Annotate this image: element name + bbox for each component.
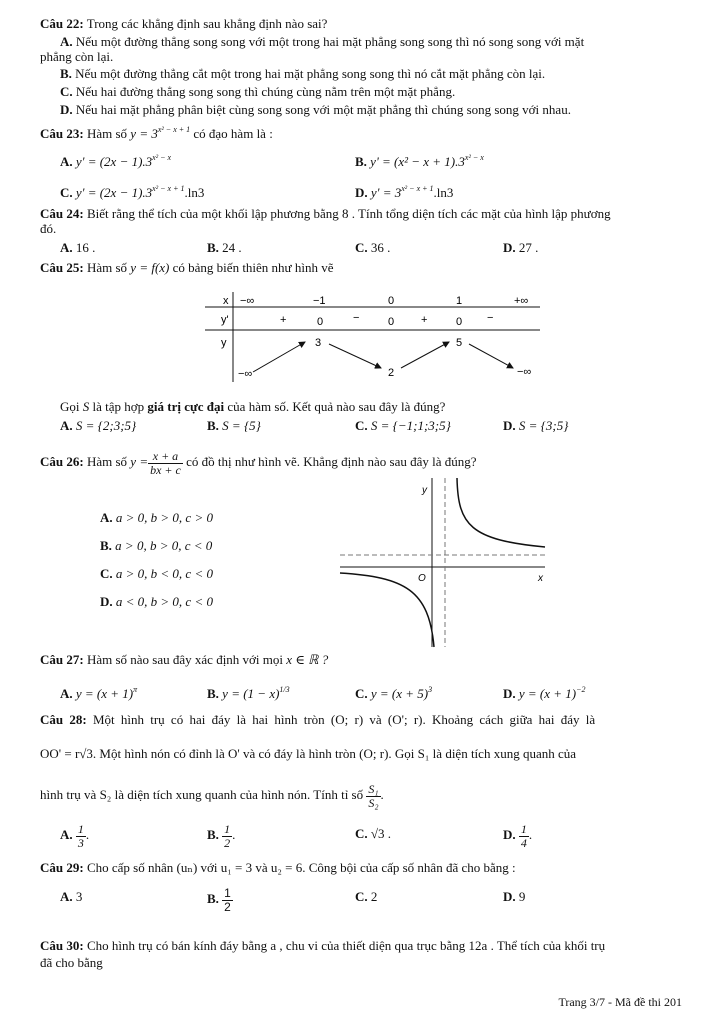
q22-option-d: D. Nếu hai mặt phẳng phân biệt cùng song song với một mặt phẳng thì chúng song song với nhau. [60, 102, 571, 117]
decrease-arrow [469, 344, 513, 368]
table-x-value: −1 [313, 295, 326, 307]
q25-option-d: D. S = {3;5} [503, 418, 569, 433]
table-sign: + [421, 314, 428, 326]
table-sign: + [280, 314, 287, 326]
graph-y-label: y [422, 485, 427, 496]
q22-option-a-cont: phẳng còn lại. [40, 49, 114, 64]
table-x-value: 0 [388, 295, 395, 307]
table-x-value: 1 [456, 295, 463, 307]
variation-table [205, 290, 540, 390]
question-29-stem: Câu 29: Cho cấp số nhân (uₙ) với u₁ = 3 và u₂ = 6. Công bội của cấp số nhân đã cho bằng : [40, 860, 516, 875]
hyperbola-left-branch [340, 573, 434, 647]
question-28-stem-3: hình trụ và S₂ là diện tích xung quanh của hình nón. Tính tỉ số $\frac{\text{S₁}}{\text{S₂}}$ . [40, 781, 384, 810]
table-y-value: 2 [388, 367, 395, 379]
q28-option-c: C. √3 . [355, 826, 392, 841]
q28-option-d: D. $\frac{1}{4}$ . [503, 821, 533, 850]
question-30-stem-cont: đã cho bằng [40, 955, 103, 970]
q28-option-b: B. $\frac{1}{2}$ . [207, 821, 236, 850]
table-x-value: +∞ [514, 295, 529, 307]
question-25-stem: Câu 25: Hàm số y = f(x) có bảng biến thiên như hình vẽ [40, 260, 334, 275]
table-yp-label: y' [221, 314, 229, 326]
q23-option-b: B. $y' = (x^2 - x + 1).3^{x^2 - x}$ [355, 153, 484, 169]
question-23-stem: Câu 23: Hàm số $y = 3^{x^2 - x + 1}$ có đạo hàm là : [40, 125, 273, 141]
graph-origin-label: O [418, 573, 426, 584]
table-y-value: 3 [315, 337, 322, 349]
table-y-value: −∞ [238, 368, 253, 380]
q22-option-b: B. Nếu một đường thẳng cắt một trong hai mặt phẳng song song thì nó cắt mặt phẳng còn lại. [60, 66, 546, 81]
q22-option-a: A. Nếu một đường thẳng song song với một trong hai mặt phẳng song song thì nó song song với mặt [60, 34, 585, 49]
question-28-stem-2: OO' = r√3. Một hình nón có đỉnh là O' và có đáy là hình tròn (O; r). Gọi S₁ là diện tích xung quanh của [40, 746, 577, 761]
table-x-label: x [223, 295, 229, 307]
table-y-value: −∞ [517, 366, 532, 378]
q26-option-d: D. a < 0, b > 0, c < 0 [100, 594, 213, 609]
hyperbola-graph [335, 475, 550, 650]
q26-option-c: C. a > 0, b < 0, c < 0 [100, 566, 213, 581]
q24-option-a: A. 16 . [60, 240, 96, 255]
question-27-stem: Câu 27: Hàm số nào sau đây xác định với mọi x ∈ ℝ ? [40, 652, 329, 667]
q25-option-c: C. S = {−1;1;3;5} [355, 418, 451, 433]
q24-option-d: D. 27 . [503, 240, 539, 255]
q23-option-c: C. $y' = (2x - 1).3^{x^2 - x + 1}.\ln 3$ [60, 184, 205, 200]
graph-x-label: x [538, 573, 543, 584]
table-sign: − [353, 312, 360, 324]
q26-option-a: A. a > 0, b > 0, c > 0 [100, 510, 213, 525]
question-22-stem: Câu 22: Trong các khẳng định sau khẳng định nào sai? [40, 16, 328, 31]
increase-arrow [401, 342, 449, 368]
q27-option-a: A. $y = (x + 1)^\pi$ [60, 685, 138, 701]
q29-option-b: B. $\frac{1}{2}$ [207, 885, 231, 914]
q26-option-b: B. a > 0, b > 0, c < 0 [100, 538, 213, 553]
q22-option-c: C. Nếu hai đường thẳng song song thì chúng cùng nằm trên một mặt phẳng. [60, 84, 456, 99]
q27-option-b: B. $y = (1 - x)^{1/3}$ [207, 685, 290, 701]
q29-option-a: A. 3 [60, 889, 83, 904]
question-24-stem-cont: đó. [40, 221, 57, 236]
increase-arrow [253, 342, 305, 372]
q25-question: Gọi S là tập hợp giá trị cực đại của hàm số. Kết quả nào sau đây là đúng? [60, 399, 446, 414]
q25-option-a: A. S = {2;3;5} [60, 418, 137, 433]
table-sign: − [487, 312, 494, 324]
question-24-stem: Câu 24: Biết rằng thể tích của một khối lập phương bằng 8 . Tính tổng diện tích các mặt của hình lập phương [40, 206, 611, 221]
q25-option-b: B. S = {5} [207, 418, 261, 433]
page-footer: Trang 3/7 - Mã đề thi 201 [558, 995, 682, 1009]
question-28-stem: Câu 28: Một hình trụ có hai đáy là hai hình tròn (O; r) và (O'; r). Khoảng cách giữa hai đáy là [40, 712, 596, 727]
q24-option-b: B. 24 . [207, 240, 242, 255]
q28-option-a: A. $\frac{1}{3}$ . [60, 821, 90, 850]
table-zero: 0 [456, 316, 463, 328]
question-30-stem: Câu 30: Cho hình trụ có bán kính đáy bằng a , chu vi của thiết diện qua trục bằng 12a . Thể tích của khối trụ [40, 938, 606, 953]
table-x-value: −∞ [240, 295, 255, 307]
q29-option-d: D. 9 [503, 889, 526, 904]
q24-option-c: C. 36 . [355, 240, 391, 255]
q27-option-d: D. $y = (x + 1)^{-2}$ [503, 685, 586, 701]
table-y-value: 5 [456, 337, 463, 349]
question-26-stem: Câu 26: Hàm số y = $\frac{x + a}{bx + c}$ có đồ thị như hình vẽ. Khẳng định nào sau đây là đúng? [40, 448, 477, 477]
decrease-arrow [329, 344, 381, 368]
q23-option-d: D. $y' = 3^{x^2 - x + 1}.\ln 3$ [355, 184, 454, 200]
table-y-label: y [221, 337, 227, 349]
hyperbola-right-branch [457, 478, 545, 547]
q27-option-c: C. $y = (x + 5)^3$ [355, 685, 433, 701]
q23-option-a: A. $y' = (2x - 1).3^{x^2 - x}$ [60, 153, 172, 169]
table-zero: 0 [317, 316, 324, 328]
table-zero: 0 [388, 316, 395, 328]
q29-option-c: C. 2 [355, 889, 378, 904]
